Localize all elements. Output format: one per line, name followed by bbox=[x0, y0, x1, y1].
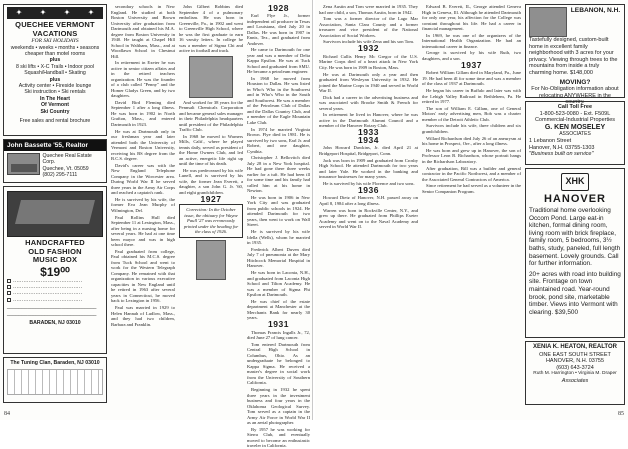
quechee-subtitle: FOR SKI HOLIDAYS bbox=[31, 38, 79, 44]
toll-free-phone: 1-800-523-0080 - Ext. F509L bbox=[539, 110, 611, 117]
obituary-portrait bbox=[196, 240, 226, 280]
musicbox-title: OLD FASHION bbox=[28, 246, 82, 256]
star-icon: ✦ bbox=[79, 7, 103, 19]
musicbox-order: BARADEN, NJ 03010 bbox=[29, 319, 81, 326]
xenia-names: Ruth M. Harrington • Virginia M. Draper bbox=[533, 371, 617, 377]
checkbox-icon[interactable] bbox=[7, 291, 11, 295]
class-year-heading: 1931 bbox=[268, 319, 289, 330]
music-box-photo bbox=[7, 191, 103, 237]
quechee-heart: Of Vermont bbox=[41, 102, 69, 109]
text-column-1 bbox=[111, 4, 175, 409]
quechee-line: cheaper than motel rooms bbox=[24, 50, 86, 57]
quechee-plus: plus bbox=[49, 57, 61, 64]
hanover-body: Traditional home overlooking Occom Pond. Large eat-in kitchen, formal dining room, living room with brick fireplace, family room, 5 bedrooms, 3½ baths, study, paneled, full length basement. Lovely grounds. Call for further information. bbox=[529, 207, 621, 268]
quechee-vacations-ad[interactable] bbox=[3, 4, 107, 136]
moseley-address: 1 Lebanon Street bbox=[529, 137, 572, 144]
xenia-address: HANOVER, N.H. 03755 bbox=[545, 358, 605, 365]
class-year-heading: 1928 bbox=[268, 2, 289, 13]
page-number: 84 bbox=[4, 411, 10, 417]
class-year-heading: 1934 bbox=[358, 134, 379, 145]
class-year-heading: 1927 bbox=[200, 193, 222, 204]
quechee-item: Ski instruction • Ski rentals bbox=[24, 89, 86, 96]
class-year-heading: 1936 bbox=[358, 184, 379, 195]
text-column-5: Edward B. Everett, IL, George attended Geneva High in Geneva, Ill. Although he attended Dartmouth for only one year, his affection for the College was constant throughout his life. He had a career in financial management. In 1969, he was one of the organizers of the International Health Organization. He had an international career in finance. George is survived by his wife Ruth, two daughters, and a son. 1937 Robert William Gillam died in Maryland, Pa., June 19. He had been ill for some time and was a member of the class of 1937 at Dartmouth. He began his career in Buffalo and later was with the Lehigh Valley Railroad in Bethlehem, Pa. He retired in 1977. The son of William E. Gillam, one of General Motors' early advertising men, Bob was a charter member of the Detroit Athletic Club. Survivors include his wife, three children and six grandchildren. Willard Richardson died July 26 of an aneurysm at his home in Prospect, Ore., after a long illness. He was born and grew up in Hanover, the son of Professor Leon B. Richardson, whose portrait hangs in the Richardson Laboratory. After graduation, Bill was a builder and general contractor in the Pacific Northwest, and a member of the Associated General Contractors of America. Since retirement he had served as a volunteer in the Senior Companion Program. bbox=[422, 4, 521, 194]
page-number: 85 bbox=[618, 411, 624, 417]
checkbox-icon[interactable] bbox=[7, 285, 11, 289]
quechee-item: 8 ski lifts • X-C Trails • Indoor pool bbox=[15, 63, 94, 70]
tuning-graphic bbox=[7, 369, 103, 395]
realtor-line: (802) 295-7111 bbox=[42, 172, 78, 179]
xenia-title: XENIA K. HEATON, REALTOR bbox=[532, 344, 617, 350]
text-column-4: Zena Austin and Tom were married in 1935. They had one child, a son, Thomas Austin, born in 1942. Tom was a former director of the Lago Mar Association, Santa Clara County and a former treasurer and vice president of the National Association of Social Workers. Survivors include his wife Zena and his son Tom. 1932 Richard Cullis Henry Mc Gregor of the U.S. Marine Corps died of a heart attack in New York City. He was born in 1909 in Boston, Mass. He was at Dartmouth only a year and then graduated from Wesleyan University in 1932. He joined the Marine Corps in 1940 and served in World War II. Dick had a career in the advertising business and was associated with Brooke Smith & French for several years. In retirement he lived in Hanover, where he was active in the Dartmouth Alumni Council and a member of the Hanover Rotary Club. 1933 1934 John Howard Dawkins, Jr. died April 21 at Bridgeport Hospital, Bridgeport, Conn. Jack was born in 1909 and graduated from Crosby High School. He attended Dartmouth for two years and later Yale. He worked in the banking and insurance businesses for many years. He is survived by his wife Florence and two sons. 1936 Howard Dietz of Hanover, N.H. passed away on April 8, 1984 after a long illness. Warren was born in Rockville Center, N.Y., and grew up there. He graduated from Phillips Exeter Academy and went on to the Naval Academy and served in World War II. bbox=[319, 4, 418, 229]
quechee-title: QUECHEE VERMONT VACATIONS bbox=[15, 20, 95, 38]
music-box-ad[interactable]: HANDCRAFTED OLD FASHION MUSIC BOX $19⁰⁰ ········································ ········································ ········································ ········································ _______________________________ _______________________________ BARADEN, NJ 03010 bbox=[3, 186, 107, 354]
hanover-home-ad[interactable] bbox=[525, 168, 625, 338]
right-ad-column bbox=[525, 4, 625, 408]
xenia-address: ONE EAST SOUTH STREET bbox=[539, 351, 611, 358]
left-page bbox=[0, 0, 313, 449]
moving-heading: MOVING? bbox=[559, 78, 591, 86]
realtor-title: John Bassette '55, Realtor bbox=[4, 140, 106, 151]
quechee-line: weekends • weeks • months • seasons bbox=[10, 44, 100, 51]
moseley-sub: ASSOCIATES bbox=[559, 131, 591, 138]
house-photo bbox=[529, 7, 567, 37]
quechee-item: Activity center • Fireside lounge bbox=[18, 82, 92, 89]
commercial-properties: Commercial-Industrial Properties bbox=[534, 117, 616, 124]
tuning-clan-ad[interactable] bbox=[3, 357, 107, 403]
star-icon: ✦ bbox=[31, 7, 55, 19]
xenia-phone: (603) 643-3724 bbox=[556, 364, 594, 371]
vermont-flag-banner bbox=[7, 7, 103, 19]
call-toll-free: Call Toll Free bbox=[557, 104, 593, 110]
hanover-extra: 20+ acres with road into building site. Frontage on town maintained road. Year-round brook, pond site, marketable timber. Views into Vermont with clearing. $39,500 bbox=[529, 270, 621, 316]
checkbox-icon[interactable] bbox=[7, 279, 11, 283]
right-page bbox=[315, 0, 628, 420]
moseley-associates-ad[interactable] bbox=[525, 101, 625, 165]
text-column-2: John Gilbert Robbins died September 4 of a pulmonary embolism. He was born in Greenville, Pa., in 1902 and went to Greenville High School, where he was the first graduate to earn 16 varsity letters. In college he was a member of Sigma Chi and active in football and track. And worked for 38 years for the Pennsalt Chemicals Corporation and became general sales manager in their Philadelphia headquarters until president of the Philadelphia Traffic Club. In 1968 he moved to Warners Mills, Calif., where he played tennis daily, served as president of the Home Owners Club, and led an active, energetic life right up until the time of his death. He was predeceased by his wife Lunell, and is survived by his wife, the former Jean Everett, a daughter, a son John G. Jr. '60, and eight grandchildren. 1927 Correction: In the October issue, the obituary for Wayne Paull '27 was erroneously printed under the heading for the class of 1926. bbox=[179, 4, 243, 409]
house-photo bbox=[7, 153, 40, 175]
xenia-heaton-ad[interactable] bbox=[525, 341, 625, 405]
star-icon: ✦ bbox=[7, 7, 31, 19]
moseley-tagline: "Business built on service" bbox=[529, 151, 594, 158]
hanover-title: HANOVER bbox=[543, 193, 606, 205]
xenia-sub: Associates bbox=[561, 377, 589, 384]
musicbox-title: MUSIC BOX bbox=[32, 255, 78, 264]
text-column-3: 1928 Earl Flye Jr., former independent oil producer in Texas and Louisiana, died July 20 in Dallas. He was born in 1907 in Ennis, Tex., and graduated from Andover. He came to Dartmouth for one year and was a member of Delta Kappa Epsilon. He was at Tuck School and graduated from SMU. He became a petroleum engineer. In 1968 he moved from Houston to Dallas. He was listed in Who's Who in the Southwest and in Who's Who in the South and Southwest. He was a member of the Petroleum Club of Dallas and the Dallas Country Club, and a member of the Eagle Mountain Lake Club. In 1974 he married Virginia Brown. Flye died in 1981. He is survived by two sons, Earl Jr. and Robert, and one daughter, Cynthia. Christopher J. Bellovitch died July 28 in a New York hospital. He had gone there three weeks earlier for a tuft. He had been ill for some time and his family had called him at his home in Newton. He was born in 1906 in New York City and was graduated from public schools in 1924. He attended Dartmouth for two years, then went to work on Wall Street. He is survived by his wife Idella (Wells), whom he married in 1935. Frederick Albert Duven died July 7 of pneumonia at the Mary Hitchcock Memorial Hospital in Hanover. He was born in Laconia, N.H., and graduated from Laconia High School and Tilton Academy. He was a member of Sigma Phi Epsilon at Dartmouth. He was chief of the estate department at Manchester at the Merchants Bank for nearly 30 years. 1931 Thomas Francis Ingalls Jr., 72, died June 27 of lung cancer. Tom entered Dartmouth from Central High School in Columbus, Ohio. As an undergraduate he belonged to Kappa Sigma. He received a master's degree in social work from the University of Southern California. Beginning in 1932 he spent three years in the investment business and four years in the Oklahoma Geological Survey. Tom served as a captain in the Army Air Force in World War II as an aerial photographer. By 1957 he was working for Sierra Club, and eventually moved to become an enthusiastic traveler in California. bbox=[247, 2, 310, 449]
moving-body: For No-Obligation information about relocating ANYWHERE in the country. bbox=[531, 86, 619, 106]
lebanon-home-ad[interactable] bbox=[525, 4, 625, 106]
realtor-line: Quechee Real Estate Corp. bbox=[42, 153, 92, 166]
left-ad-column bbox=[3, 4, 107, 408]
class-year-heading: 1937 bbox=[461, 59, 482, 70]
obituary-portrait bbox=[189, 56, 233, 98]
lebanon-title: LEBANON, N.H. bbox=[570, 7, 621, 14]
correction-notice: Correction: In the October issue, the obituary for Wayne Paull '27 was erroneously printed under the heading for the class of 1926. bbox=[179, 204, 243, 238]
bassette-realtor-ad[interactable] bbox=[3, 139, 107, 183]
class-year-heading: 1932 bbox=[358, 43, 379, 54]
xhk-logo-icon: XHK bbox=[561, 173, 589, 191]
quechee-heart: Ski Country bbox=[40, 108, 70, 115]
star-icon: ✦ bbox=[55, 7, 79, 19]
musicbox-title: HANDCRAFTED bbox=[25, 238, 85, 247]
class-year-heading: 1933 bbox=[358, 127, 379, 138]
checkbox-icon[interactable] bbox=[7, 298, 11, 302]
moseley-title: G. KEN MOSELEY bbox=[544, 123, 606, 131]
quechee-plus: plus bbox=[49, 76, 61, 83]
realtor-line: Quechee, Vt. 05059 bbox=[42, 165, 89, 172]
lebanon-body: Tastefully designed, custom-built home in excellent family neighborhood with 3 acres for your privacy. Viewing through trees to the mountains from inside a truly charming home. $148,000 bbox=[529, 37, 618, 76]
quechee-brochure: Free sales and rental brochure bbox=[19, 117, 91, 124]
tuning-title: The Tuning Clan, Baraden, NJ 03010 bbox=[10, 360, 100, 366]
moseley-address: Hanover, N.H. 03755-1303 bbox=[529, 144, 595, 151]
quechee-heart: In The Heart bbox=[40, 95, 70, 102]
quechee-item: Squash/Handball • Skating bbox=[24, 70, 86, 77]
obituary-text: secondary schools in New England. He studied at both Boston University and Brown University after graduation from Dartmouth and obtained his M.A. degree from Boston University in 1940. He taught at Chapel Hill School in Waltham, Mass., and at Woodlawn School in Chestnut Hill. In retirement in Exeter he was active in senior citizen affairs and in the retired teachers organization. He was the founder of a club called "Penny" and the Homer Gladys Green, and by two daughters. David Bird Fleming died September 1 after a long illness. He was born in 1902 in North Grafton, Mass., and entered Dartmouth in 1923. He was at Dartmouth only in our freshman year and later attended both the University of Vermont and Boston University, receiving his BS degree from the B.C.S. degree. David's career was with the New England Telephone Company in the Worcester area. During World War II he served three years in the Army Air Corps and reached a captain's rank. He is survived by his wife, the former Eva Jean Murphy of Wilmington, Del. Paul Rollins Hull died September 11 at Lexington, Mass., after being in a nursing home for several years. He had at one time been mayor and was in high school there. Paul graduated from college, Paul obtained his M.C.S. degree from Tuck School and went to work for the Western Telegraph Company. He remained with that organization in various executive capacities in New England until he retired in 1963 after several years in Connecticut, he moved back to Lexington in 1956. Paul was married in 1929 to Helen Hannah of Ludlow, Mass., and they had two children, Barbara and Franklin. bbox=[111, 4, 176, 327]
musicbox-price: $19⁰⁰ bbox=[40, 264, 70, 279]
